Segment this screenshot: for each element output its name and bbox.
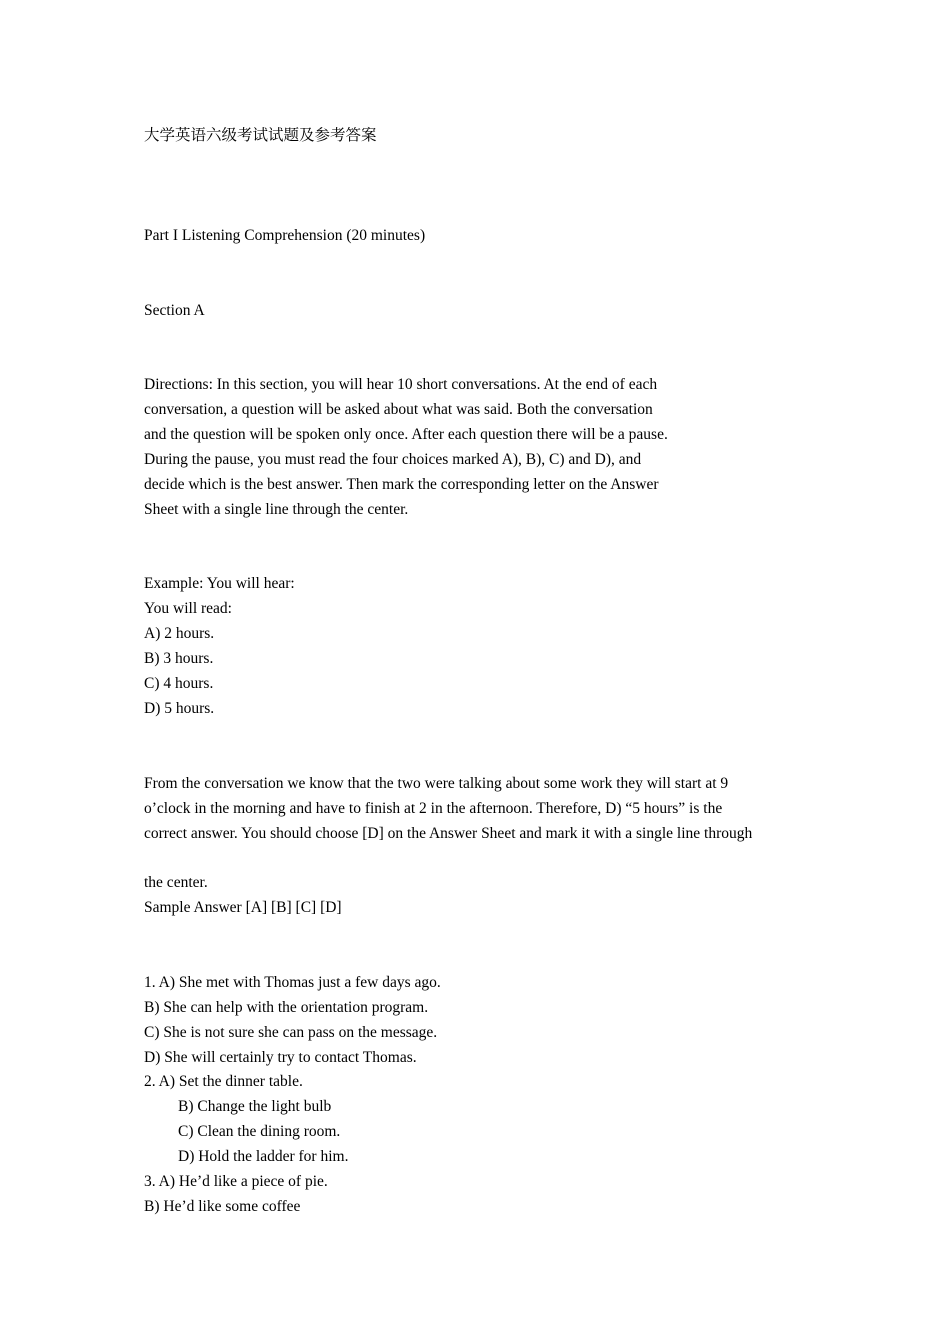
explanation-line: correct answer. You should choose [D] on the Answer Sheet and mark it with a single line through <box>144 825 753 842</box>
question-choice: C) Clean the dining room. <box>178 1123 341 1140</box>
question-choice: D) Hold the ladder for him. <box>178 1148 349 1165</box>
example-choice: D) 5 hours. <box>144 700 215 717</box>
question-choice: B) He’d like some coffee <box>144 1198 301 1215</box>
question-choice: B) Change the light bulb <box>178 1098 332 1115</box>
example-hear: Example: You will hear: <box>144 575 295 592</box>
explanation-line: the center. <box>144 874 208 891</box>
example-choice: B) 3 hours. <box>144 650 214 667</box>
question-choice: 3. A) He’d like a piece of pie. <box>144 1173 328 1190</box>
document-title: 大学英语六级考试试题及参考答案 <box>144 127 377 144</box>
question-choice: 2. A) Set the dinner table. <box>144 1073 303 1090</box>
section-heading: Section A <box>144 302 205 319</box>
directions-line: During the pause, you must read the four choices marked A), B), C) and D), and <box>144 451 642 468</box>
example-choice: A) 2 hours. <box>144 625 215 642</box>
example-choice: C) 4 hours. <box>144 675 214 692</box>
question-choice: D) She will certainly try to contact Thomas. <box>144 1049 417 1066</box>
part-heading: Part I Listening Comprehension (20 minutes) <box>144 227 426 244</box>
directions-line: and the question will be spoken only once. After each question there will be a pause. <box>144 426 668 443</box>
directions-line: decide which is the best answer. Then mark the corresponding letter on the Answer <box>144 476 659 493</box>
example-read: You will read: <box>144 600 232 617</box>
explanation-line: From the conversation we know that the two were talking about some work they will start at 9 <box>144 775 729 792</box>
question-choice: B) She can help with the orientation program. <box>144 999 429 1016</box>
question-choice: C) She is not sure she can pass on the message. <box>144 1024 438 1041</box>
directions-line: conversation, a question will be asked about what was said. Both the conversation <box>144 401 653 418</box>
question-choice: 1. A) She met with Thomas just a few days ago. <box>144 974 441 991</box>
directions-line: Sheet with a single line through the center. <box>144 501 409 518</box>
sample-answer: Sample Answer [A] [B] [C] [D] <box>144 899 342 916</box>
directions-line: Directions: In this section, you will hear 10 short conversations. At the end of each <box>144 376 658 393</box>
explanation-line: o’clock in the morning and have to finish at 2 in the afternoon. Therefore, D) “5 hours” is the <box>144 800 723 817</box>
